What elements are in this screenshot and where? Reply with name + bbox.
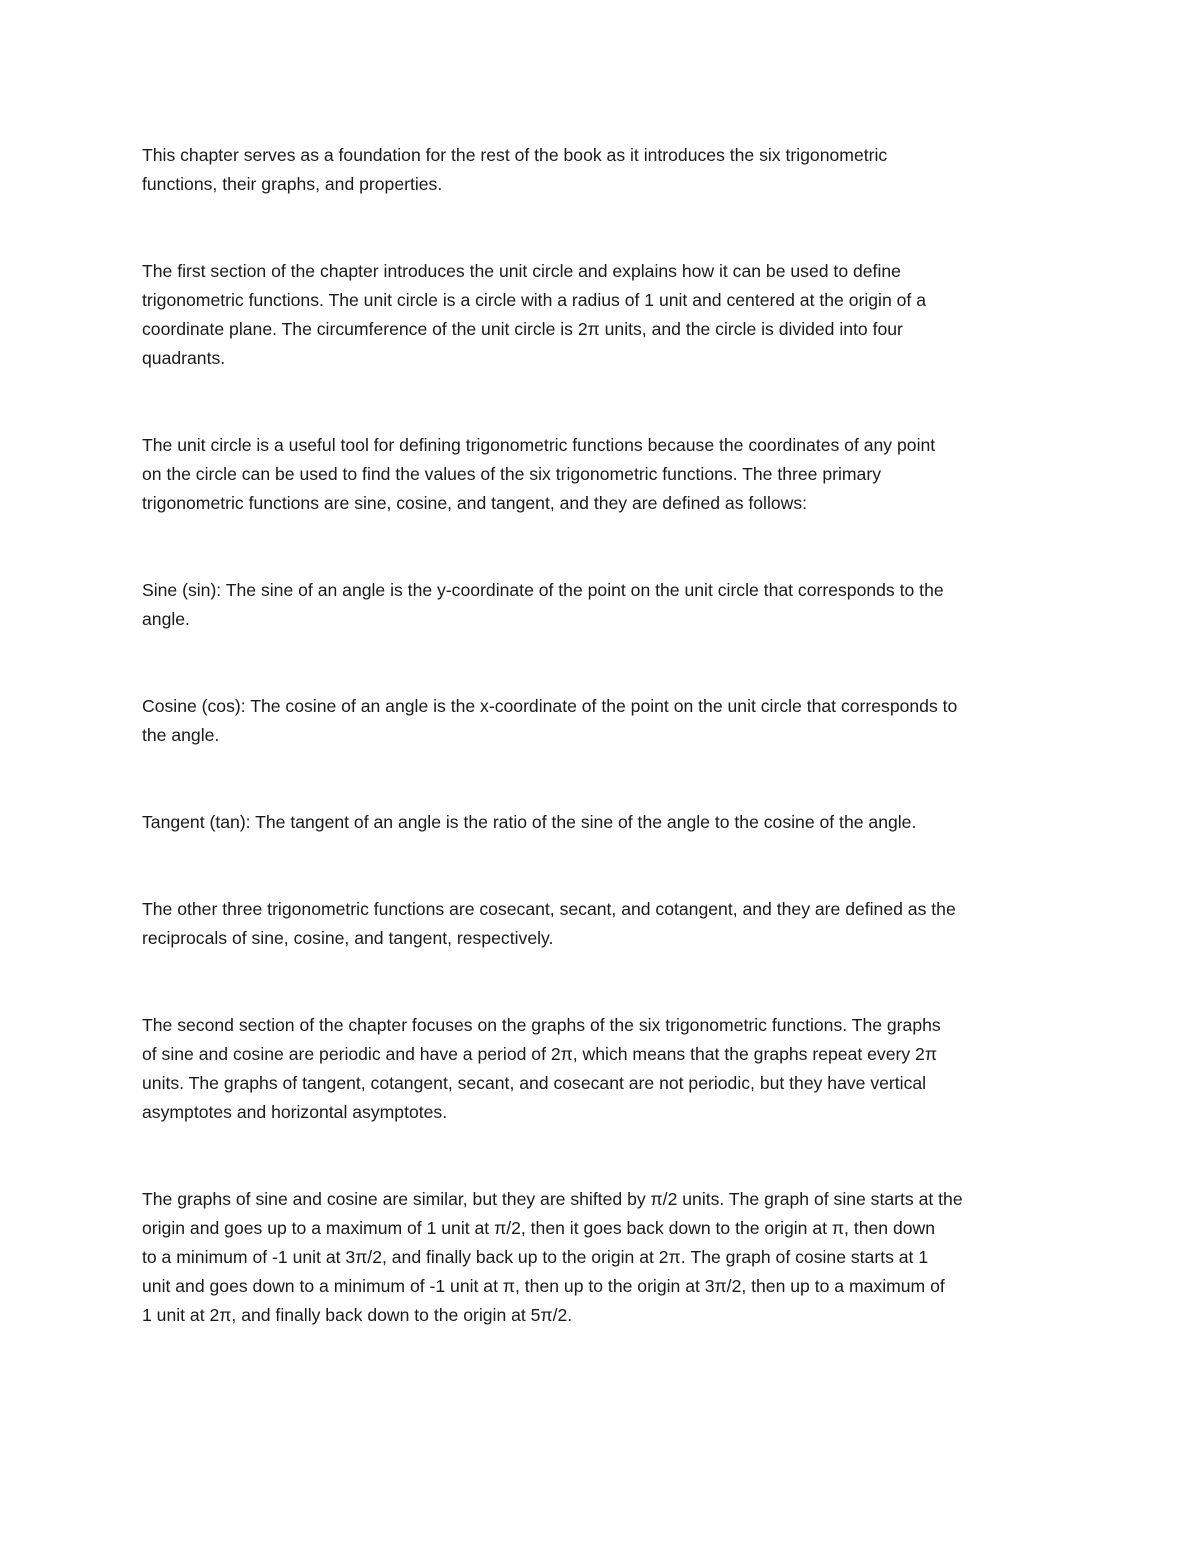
- paragraph-intro: This chapter serves as a foundation for the rest of the book as it introduces the six trigonometric functions, their graphs, and properties.: [142, 145, 888, 194]
- paragraph-cosine: Cosine (cos): The cosine of an angle is the x-coordinate of the point on the unit circle that corresponds to the angle.: [142, 696, 958, 745]
- document-body: [142, 141, 1072, 1388]
- paragraph-tangent: Tangent (tan): The tangent of an angle is the ratio of the sine of the angle to the cosine of the angle.: [142, 812, 917, 832]
- paragraph-sine: Sine (sin): The sine of an angle is the y-coordinate of the point on the unit circle that corresponds to the angle.: [142, 580, 944, 629]
- paragraph-defining-functions: The unit circle is a useful tool for defining trigonometric functions because the coordinates of any point on the circle can be used to find the values of the six trigonometric functions. The three primary trigonometric functions are sine, cosine, and tangent, and they are defined as follows:: [142, 435, 936, 513]
- paragraph-graphs: The second section of the chapter focuses on the graphs of the six trigonometric functions. The graphs of sine and cosine are periodic and have a period of 2π, which means that the graphs repeat every 2π units. The graphs of tangent, cotangent, secant, and cosecant are not periodic, but they have vertical asymptotes and horizontal asymptotes.: [142, 1015, 941, 1122]
- paragraph-reciprocal-functions: The other three trigonometric functions are cosecant, secant, and cotangent, and they are defined as the reciprocals of sine, cosine, and tangent, respectively.: [142, 899, 956, 948]
- paragraph-sine-cosine-shift: The graphs of sine and cosine are similar, but they are shifted by π/2 units. The graph of sine starts at the origin and goes up to a maximum of 1 unit at π/2, then it goes back down to the origin at π, then down to a minimum of -1 unit at 3π/2, and finally back up to the origin at 2π. The graph of cosine starts at 1 unit and goes down to a minimum of -1 unit at π, then up to the origin at 3π/2, then up to a maximum of 1 unit at 2π, and finally back down to the origin at 5π/2.: [142, 1189, 963, 1325]
- paragraph-unit-circle: The first section of the chapter introduces the unit circle and explains how it can be used to define trigonometric functions. The unit circle is a circle with a radius of 1 unit and centered at the origin of a coordinate plane. The circumference of the unit circle is 2π units, and the circle is divided into four quadrants.: [142, 261, 926, 368]
